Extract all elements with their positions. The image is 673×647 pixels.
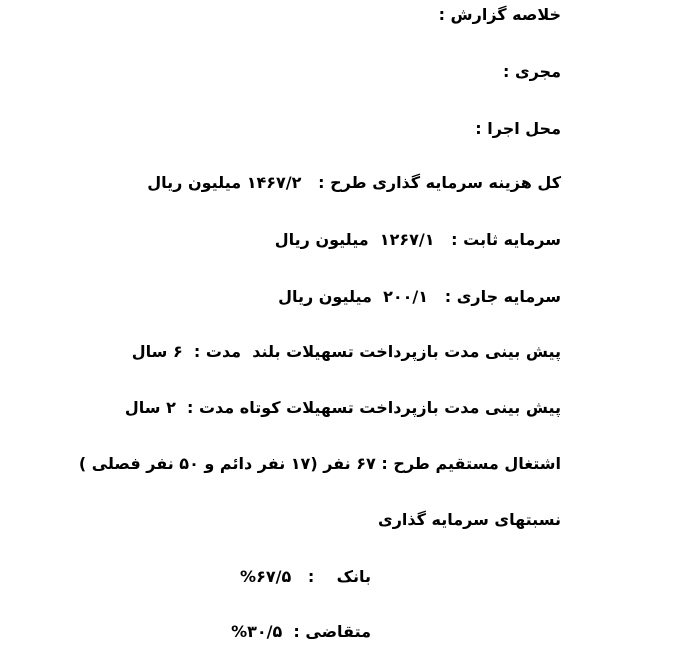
working-capital-line: سرمایه جاری : ۲۰۰/۱ میلیون ریال [278, 287, 561, 306]
executor-line: مجری : [502, 62, 561, 81]
bank-ratio-line: بانک : ۶۷/۵% [240, 567, 371, 586]
direct-employment-line: اشتغال مستقیم طرح : ۶۷ نفر (۱۷ نفر دائم و ۵۰ نفر فصلی ) [78, 454, 561, 473]
long-term-repayment-line: پیش بینی مدت بازپرداخت تسهیلات بلند مدت : ۶ سال [131, 342, 561, 361]
location-line: محل اجرا : [475, 119, 561, 138]
investment-ratios-heading: نسبتهای سرمایه گذاری [378, 510, 561, 529]
applicant-ratio-line: متقاضی : ۳۰/۵% [231, 622, 371, 641]
total-investment-line: کل هزینه سرمایه گذاری طرح : ۱۴۶۷/۲ میلیون ریال [147, 173, 561, 192]
fixed-capital-line: سرمایه ثابت : ۱۲۶۷/۱ میلیون ریال [274, 230, 561, 249]
report-summary-heading: خلاصه گزارش : [438, 5, 561, 24]
short-term-repayment-line: پیش بینی مدت بازپرداخت تسهیلات کوتاه مدت : ۲ سال [124, 398, 561, 417]
